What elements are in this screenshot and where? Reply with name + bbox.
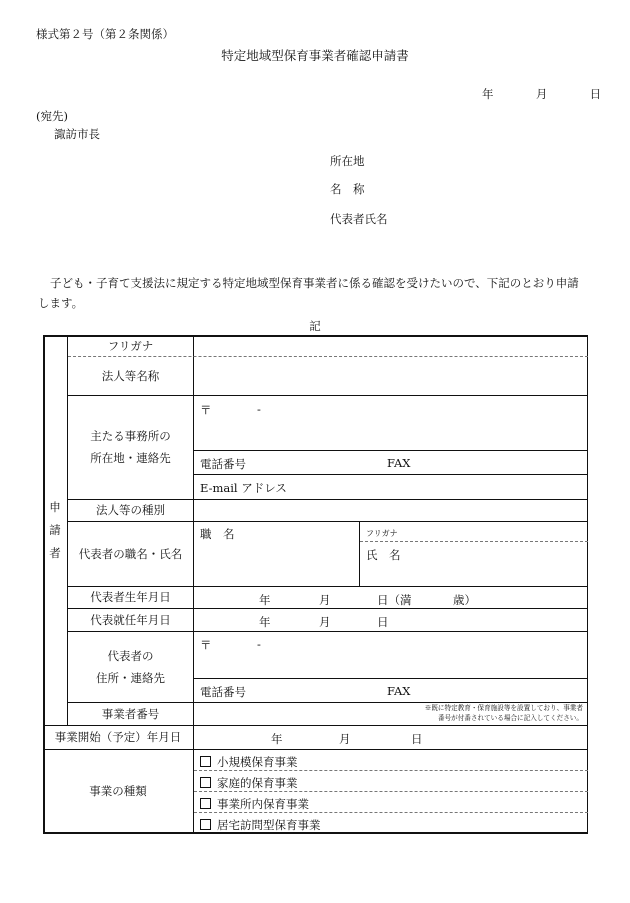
birth-age: 歳） [453, 593, 476, 607]
start-day: 日 [377, 615, 389, 629]
office-postal-dash: - [257, 402, 261, 416]
start-month: 月 [319, 615, 331, 629]
rep-address-label: 代表者の 住所・連絡先 [96, 648, 165, 685]
rep-birth-label: 代表者生年月日 [90, 590, 171, 604]
office-phone-label: 電話番号 [200, 457, 246, 471]
biz-type-label: 事業の種類 [89, 784, 147, 798]
type-option-workplace[interactable]: 事業所内保育事業 [200, 796, 309, 812]
applicant-side-label: 申 請 者 [49, 499, 61, 560]
type-option-home-based[interactable]: 家庭的保育事業 [200, 775, 298, 791]
ki-heading: 記 [309, 319, 321, 333]
office-label: 主たる事務所の 所在地・連絡先 [90, 429, 171, 465]
label-column-line [193, 335, 194, 833]
date-year-label: 年 [482, 87, 494, 101]
rep-postal-line [193, 678, 588, 679]
addressee: 諏訪市長 [54, 127, 100, 141]
birth-day: 日（満 [377, 593, 412, 607]
biz-number-note: ※既に特定教育・保育施設等を設置しており、事業者 番号が付番されている場合に記入してください。 [424, 704, 583, 722]
rep-postal-mark: 〒 [200, 638, 212, 652]
rep-title-name-label: 代表者の職名・氏名 [78, 546, 183, 561]
type-divider-3 [194, 812, 588, 813]
checkbox-icon[interactable] [200, 798, 211, 809]
biz-start-year: 年 [271, 732, 283, 746]
checkbox-icon[interactable] [200, 777, 211, 788]
application-date [482, 86, 601, 102]
addressee-label: (宛先) [36, 109, 68, 123]
body-text: 子ども・子育て支援法に規定する特定地域型保育事業者に係る確認を受けたいので、下記のとおり申請します。 [38, 276, 579, 310]
rep-name-label: 氏 名 [366, 548, 401, 562]
rep-phone-label: 電話番号 [200, 685, 246, 699]
biz-start-label: 事業開始（予定）年月日 [54, 730, 182, 744]
rep-start-label: 代表就任年月日 [90, 612, 171, 627]
checkbox-icon[interactable] [200, 756, 211, 767]
applicant-name-label: 名 称 [330, 182, 365, 196]
applicant-address-label: 所在地 [330, 154, 365, 168]
birth-month: 月 [319, 593, 331, 607]
type-option-home-visit[interactable]: 居宅訪問型保育事業 [200, 817, 321, 833]
birth-year: 年 [259, 593, 271, 607]
rep-postal-dash: - [257, 637, 261, 651]
type-option-small-scale[interactable]: 小規模保育事業 [200, 754, 298, 770]
office-postal-line [193, 450, 588, 451]
rep-furigana-label: フリガナ [366, 529, 398, 538]
date-month-label: 月 [535, 87, 548, 101]
form-number: 様式第２号（第２条関係） [36, 27, 174, 41]
furigana-input[interactable] [194, 335, 587, 356]
biz-start-day: 日 [411, 732, 423, 746]
rep-split-line [359, 521, 360, 586]
type-divider-1 [194, 770, 588, 771]
checkbox-icon[interactable] [200, 819, 211, 830]
type-divider-2 [194, 791, 588, 792]
corp-type-label: 法人等の種別 [96, 503, 165, 517]
corp-name-label: 法人等名称 [101, 368, 160, 383]
rep-fax-label: FAX [387, 684, 411, 698]
applicant-representative-label: 代表者氏名 [330, 212, 388, 226]
biz-start-month: 月 [339, 732, 351, 746]
date-day-label: 日 [589, 87, 602, 101]
border-right [587, 335, 589, 833]
corp-type-input[interactable] [194, 499, 587, 521]
document-title: 特定地域型保育事業者確認申請書 [221, 48, 409, 63]
start-year: 年 [259, 615, 271, 629]
application-form-table [43, 335, 588, 833]
corp-name-input[interactable] [194, 356, 587, 395]
job-title-label: 職 名 [200, 527, 235, 541]
office-phone-line [193, 474, 588, 475]
office-fax-label: FAX [387, 456, 411, 470]
office-postal-mark: 〒 [200, 403, 212, 417]
furigana-label: フリガナ [107, 338, 154, 353]
rep-furigana-divider [360, 541, 588, 542]
office-email-label: E-mail アドレス [200, 481, 287, 495]
biz-number-label: 事業者番号 [101, 706, 160, 721]
